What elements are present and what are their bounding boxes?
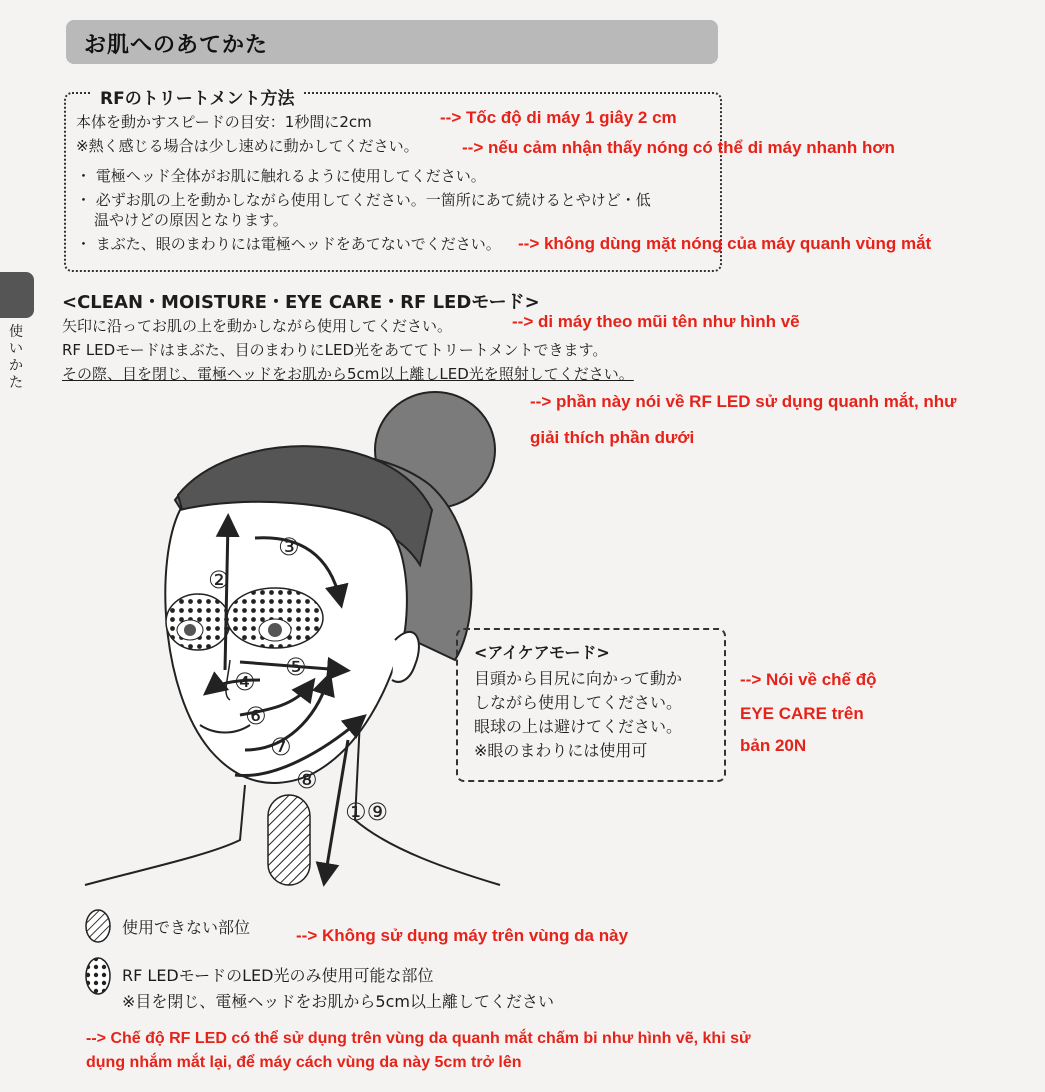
eye-care-line3: 眼球の上は避けてください。 [474, 717, 683, 736]
annotation-rf-led-2: giải thích phần dưới [530, 428, 695, 447]
annotation-bottom-2: dụng nhắm mắt lại, để máy cách vùng da này 5cm trở lên [86, 1054, 522, 1071]
label-7: ⑦ [270, 733, 292, 761]
rf-method-title: RFのトリートメント方法 [92, 84, 303, 109]
label-2: ② [208, 566, 230, 594]
rf-bullet-move-cont: 温やけどの原因となります。 [94, 211, 288, 229]
modes-heading: <CLEAN・MOISTURE・EYE CARE・RF LEDモード> [62, 292, 540, 313]
rf-speed-line: 本体を動かすスピードの目安：1秒間に2cm [76, 113, 372, 131]
label-8: ⑧ [296, 766, 318, 794]
dotted-zone-icon [84, 955, 112, 997]
annotation-arrow: --> di máy theo mũi tên như hình vẽ [512, 312, 800, 331]
throat-forbidden-zone [268, 795, 310, 885]
annotation-no-eye: --> không dùng mặt nóng của máy quanh vùng mắt [518, 234, 932, 253]
label-1-9: ①⑨ [345, 798, 389, 826]
annotation-eye-care-2: EYE CARE trên [740, 704, 864, 723]
rf-bullet-move: ・ 必ずお肌の上を動かしながら使用してください。一箇所にあて続けるとやけど・低 [76, 191, 651, 209]
modes-line-distance: その際、目を閉じ、電極ヘッドをお肌から5cm以上離しLED光を照射してください。 [62, 365, 634, 383]
eye-care-line4: ※眼のまわりには使用可 [474, 741, 648, 760]
side-tab-marker [0, 272, 34, 318]
label-6: ⑥ [245, 702, 267, 730]
label-5: ⑤ [285, 653, 307, 681]
legend-led-note: ※目を閉じ、電極ヘッドをお肌から5cm以上離してください [122, 992, 554, 1011]
label-3: ③ [278, 533, 300, 561]
rf-bullet-contact: ・ 電極ヘッド全体がお肌に触れるように使用してください。 [76, 167, 486, 185]
annotation-speed: --> Tốc độ di máy 1 giây 2 cm [440, 108, 677, 127]
annotation-forbidden: --> Không sử dụng máy trên vùng da này [296, 926, 629, 945]
side-tab-label: 使いかた [9, 324, 23, 391]
eye-care-title: <アイケアモード> [474, 643, 610, 662]
page-title: お肌へのあてかた [84, 33, 269, 58]
hatched-zone-icon [84, 908, 112, 944]
rf-hot-line: ※熱く感じる場合は少し速めに動かしてください。 [76, 137, 419, 155]
modes-line-arrows: 矢印に沿ってお肌の上を動かしながら使用してください。 [62, 317, 453, 335]
legend-led-only-text: RF LEDモードのLED光のみ使用可能な部位 [122, 966, 434, 985]
ear [392, 632, 419, 682]
label-4: ④ [234, 668, 256, 696]
annotation-eye-care-3: bản 20N [740, 736, 807, 755]
annotation-bottom-1: --> Chế độ RF LED có thể sử dụng trên vùng da quanh mắt chấm bi như hình vẽ, khi sử [86, 1030, 751, 1047]
annotation-rf-led-1: --> phần này nói về RF LED sử dụng quanh mắt, như [530, 392, 957, 411]
rf-bullet-eyelid: ・ まぶた、眼のまわりには電極ヘッドをあてないでください。 [76, 235, 501, 253]
eye-care-line2: しながら使用してください。 [474, 693, 683, 712]
modes-line-led: RF LEDモードはまぶた、目のまわりにLED光をあててトリートメントできます。 [62, 341, 608, 359]
annotation-eye-care-1: --> Nói về chế độ [740, 670, 877, 689]
eye-care-line1: 目頭から目尻に向かって動か [474, 669, 683, 688]
annotation-hot: --> nếu cảm nhận thấy nóng có thể di máy nhanh hơn [462, 138, 895, 157]
legend-forbidden-text: 使用できない部位 [122, 918, 251, 937]
